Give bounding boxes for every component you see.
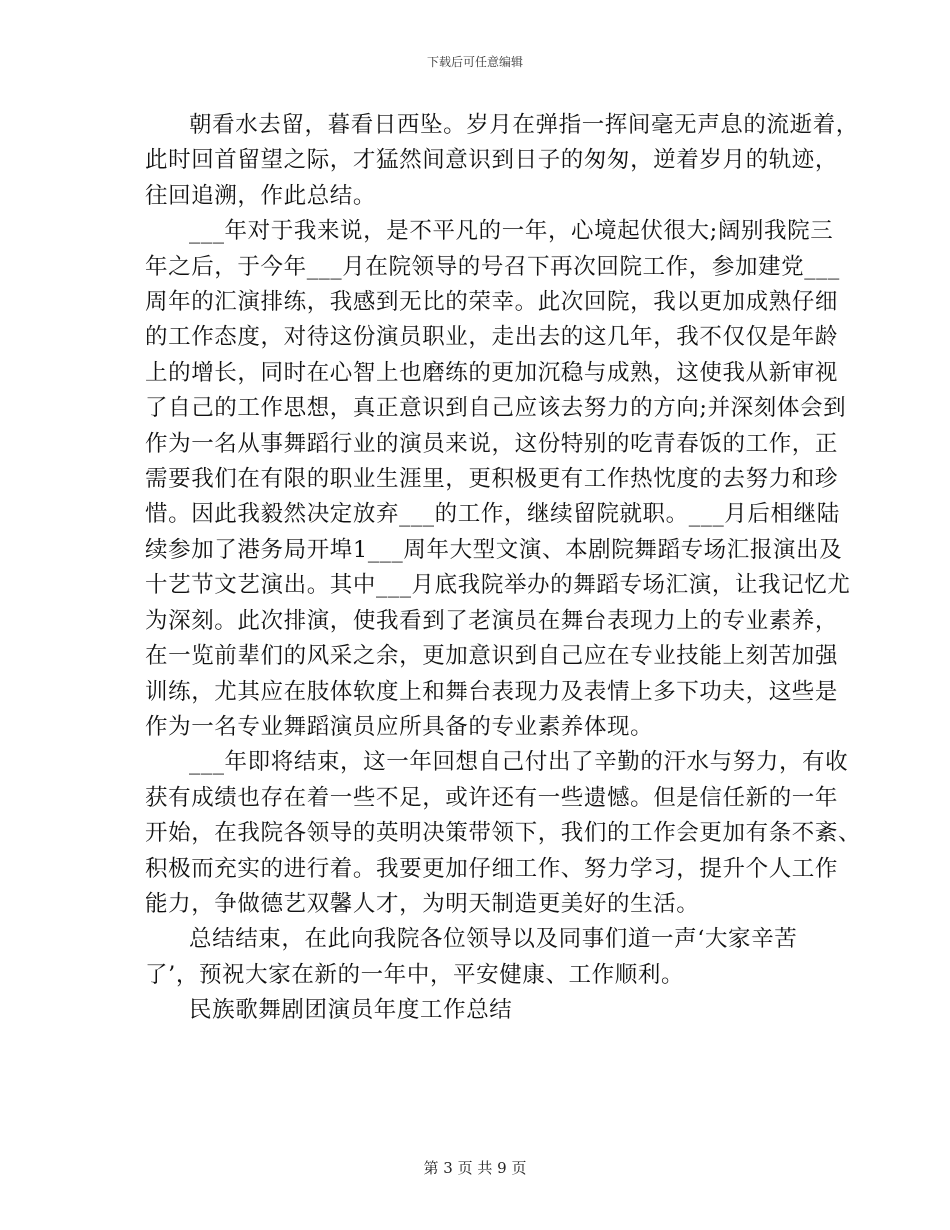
paragraph-2-line: 的工作态度，对待这份演员职业，走出去的这几年，我不仅仅是年龄 (145, 324, 839, 351)
paragraph-2-line: 十艺节文艺演出。其中___月底我院举办的舞蹈专场汇演，让我记忆尤 (145, 572, 851, 599)
paragraph-1-line: 此时回首留望之际，才猛然间意识到日子的匆匆，逆着岁月的轨迹， (145, 147, 839, 174)
page-header: 下载后可任意编辑 (426, 55, 523, 69)
paragraph-1-line: 往回追溯，作此总结。 (145, 182, 377, 209)
paragraph-4-line: 了’，预祝大家在新的一年中，平安健康、工作顺利。 (145, 961, 685, 988)
paragraph-3-line: 积极而充实的进行着。我要更加仔细工作、努力学习，提升个人工作 (145, 855, 839, 882)
document-title-line: 民族歌舞剧团演员年度工作总结 (189, 997, 513, 1024)
paragraph-3-line: 能力，争做德艺双馨人才，为明天制造更美好的生活。 (145, 890, 700, 917)
paragraph-2-line: 了自己的工作思想，真正意识到自己应该去努力的方向;并深刻体会到 (145, 395, 847, 422)
paragraph-2-line: 续参加了港务局开埠1___周年大型文演、本剧院舞蹈专场汇报演出及 (145, 536, 843, 563)
paragraph-2-line: 训练，尤其应在肢体软度上和舞台表现力及表情上多下功夫，这些是 (145, 678, 839, 705)
paragraph-2-line: 作为一名专业舞蹈演员应所具备的专业素养体现。 (145, 713, 654, 740)
paragraph-1-line: 朝看水去留，暮看日西坠。岁月在弹指一挥间毫无声息的流逝着， (189, 112, 859, 138)
paragraph-2-line: 年之后，于今年___月在院领导的号召下再次回院工作，参加建党___ (145, 253, 840, 280)
paragraph-2-line: 惜。因此我毅然决定放弃___的工作，继续留院就职。___月后相继陆 (145, 501, 840, 528)
paragraph-2-line: 上的增长，同时在心智上也磨练的更加沉稳与成熟，这使我从新审视 (145, 359, 839, 386)
paragraph-2-line: 需要我们在有限的职业生涯里，更积极更有工作热忱度的去努力和珍 (145, 466, 839, 493)
paragraph-3-line: 获有成绩也存在着一些不足，或许还有一些遗憾。但是信任新的一年 (145, 784, 839, 811)
paragraph-2-line: 作为一名从事舞蹈行业的演员来说，这份特别的吃青春饭的工作，正 (145, 430, 839, 457)
paragraph-3-line: 开始，在我院各领导的英明决策带领下，我们的工作会更加有条不紊、 (145, 820, 862, 847)
paragraph-2-line: 周年的汇演排练，我感到无比的荣幸。此次回院，我以更加成熟仔细 (145, 289, 839, 316)
paragraph-4-line: 总结结束，在此向我院各位领导以及同事们道一声‘大家辛苦 (189, 926, 798, 953)
document-body (145, 108, 862, 1029)
paragraph-2-line: 在一览前辈们的风采之余，更加意识到自己应在专业技能上刻苦加强 (145, 643, 839, 670)
page-footer: 第 3 页 共 9 页 (423, 1159, 527, 1177)
paragraph-3-line: ___年即将结束，这一年回想自己付出了辛勤的汗水与努力，有收 (189, 749, 849, 776)
paragraph-2-line: 为深刻。此次排演，使我看到了老演员在舞台表现力上的专业素养， (145, 607, 839, 634)
paragraph-2-line: ___年对于我来说，是不平凡的一年，心境起伏很大;阔别我院三 (189, 218, 834, 245)
